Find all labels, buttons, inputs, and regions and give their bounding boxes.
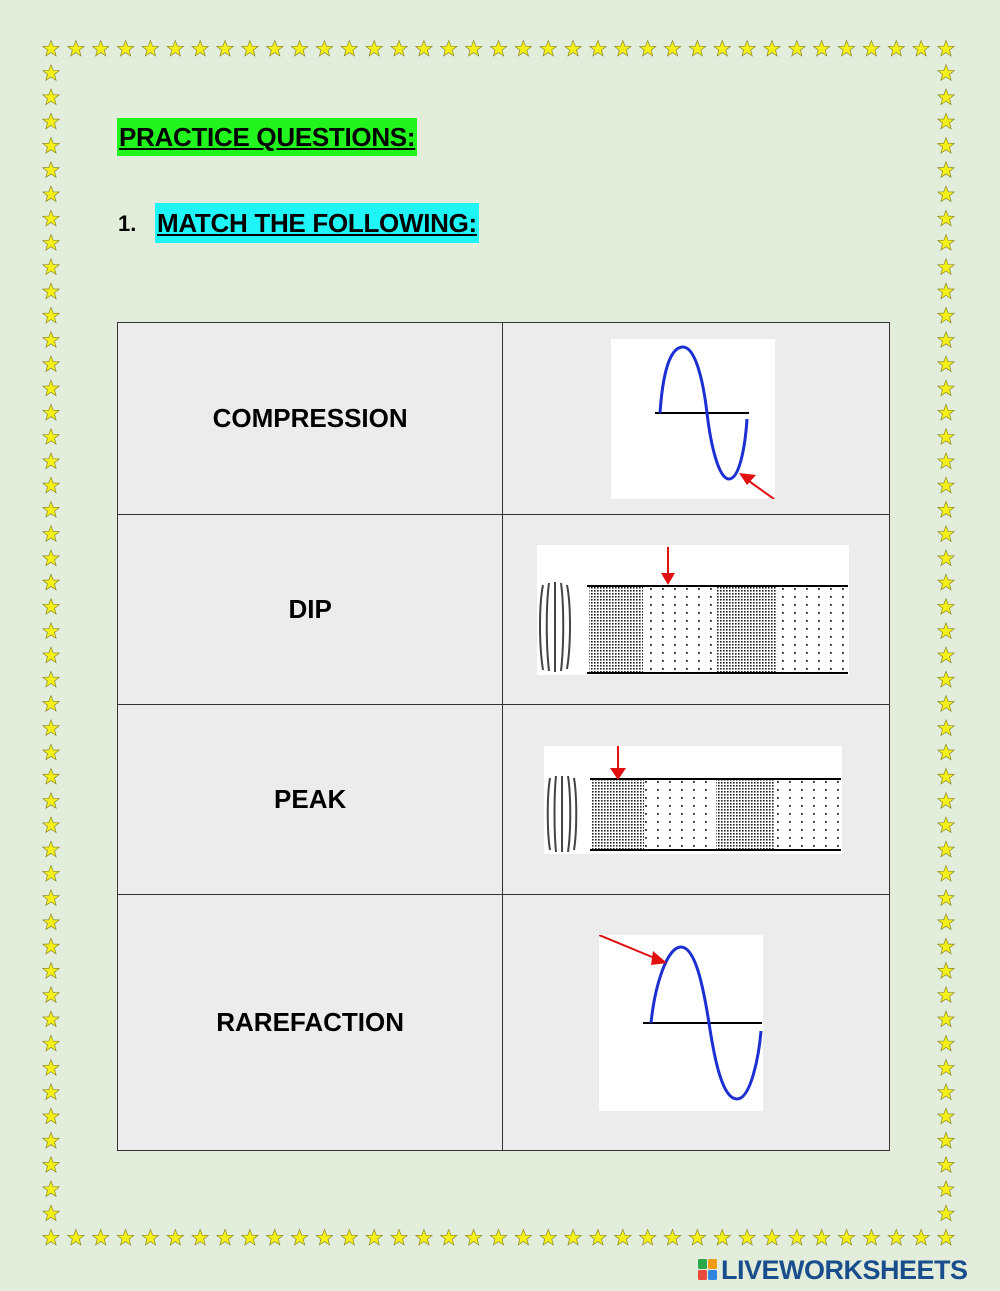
star-icon bbox=[913, 1230, 929, 1246]
star-icon bbox=[43, 647, 59, 663]
star-icon bbox=[167, 41, 183, 57]
star-icon bbox=[43, 1181, 59, 1197]
star-icon bbox=[565, 1230, 581, 1246]
star-icon bbox=[43, 453, 59, 469]
star-icon bbox=[938, 696, 954, 712]
star-icon bbox=[490, 41, 506, 57]
star-icon bbox=[465, 1230, 481, 1246]
star-icon bbox=[43, 744, 59, 760]
star-icon bbox=[93, 1230, 109, 1246]
match-table bbox=[117, 322, 890, 1151]
star-icon bbox=[43, 235, 59, 251]
star-icon bbox=[938, 963, 954, 979]
star-icon bbox=[43, 259, 59, 275]
star-icon bbox=[813, 1230, 829, 1246]
star-icon bbox=[938, 987, 954, 1003]
star-icon bbox=[938, 477, 954, 493]
star-icon bbox=[938, 283, 954, 299]
star-icon bbox=[43, 210, 59, 226]
star-icon bbox=[43, 793, 59, 809]
star-icon bbox=[490, 1230, 506, 1246]
star-icon bbox=[515, 1230, 531, 1246]
star-icon bbox=[938, 793, 954, 809]
star-icon bbox=[764, 41, 780, 57]
image-cell[interactable] bbox=[503, 515, 890, 705]
image-cell[interactable] bbox=[503, 323, 890, 515]
star-icon bbox=[43, 186, 59, 202]
star-icon bbox=[43, 429, 59, 445]
star-icon bbox=[540, 41, 556, 57]
star-icon bbox=[68, 41, 84, 57]
star-icon bbox=[764, 1230, 780, 1246]
star-icon bbox=[565, 41, 581, 57]
star-icon bbox=[938, 841, 954, 857]
star-icon bbox=[43, 1060, 59, 1076]
star-icon bbox=[291, 1230, 307, 1246]
star-icon bbox=[43, 283, 59, 299]
star-icon bbox=[43, 963, 59, 979]
star-icon bbox=[938, 162, 954, 178]
star-icon bbox=[43, 671, 59, 687]
star-icon bbox=[43, 526, 59, 542]
star-icon bbox=[43, 890, 59, 906]
star-icon bbox=[639, 1230, 655, 1246]
star-icon bbox=[43, 817, 59, 833]
sine-wave-trough-image bbox=[611, 339, 775, 499]
star-icon bbox=[441, 1230, 457, 1246]
star-icon bbox=[938, 647, 954, 663]
star-icon bbox=[789, 1230, 805, 1246]
star-icon bbox=[938, 113, 954, 129]
star-icon bbox=[43, 866, 59, 882]
star-icon bbox=[838, 41, 854, 57]
star-icon bbox=[366, 1230, 382, 1246]
star-icon bbox=[863, 1230, 879, 1246]
star-icon bbox=[43, 502, 59, 517]
table-row bbox=[118, 323, 890, 515]
star-icon bbox=[938, 1084, 954, 1100]
star-icon bbox=[416, 41, 432, 57]
star-icon bbox=[938, 720, 954, 736]
star-icon bbox=[43, 477, 59, 493]
star-icon bbox=[615, 41, 631, 57]
star-icon bbox=[938, 599, 954, 615]
star-icon bbox=[590, 41, 606, 57]
star-icon bbox=[267, 41, 283, 57]
star-icon bbox=[366, 41, 382, 57]
star-icon bbox=[938, 550, 954, 566]
star-icon bbox=[938, 526, 954, 542]
star-icon bbox=[43, 938, 59, 954]
star-icon bbox=[43, 356, 59, 372]
star-icon bbox=[316, 1230, 332, 1246]
star-icon bbox=[888, 41, 904, 57]
star-icon bbox=[43, 1132, 59, 1148]
term-cell[interactable]: PEAK bbox=[118, 705, 503, 895]
star-icon bbox=[43, 307, 59, 323]
star-icon bbox=[938, 380, 954, 396]
star-icon bbox=[341, 41, 357, 57]
star-icon bbox=[938, 404, 954, 420]
star-icon bbox=[938, 453, 954, 469]
question-title: MATCH THE FOLLOWING: bbox=[155, 203, 479, 243]
star-icon bbox=[664, 1230, 680, 1246]
star-icon bbox=[217, 41, 233, 57]
star-icon bbox=[938, 1108, 954, 1124]
star-icon bbox=[43, 1108, 59, 1124]
star-icon bbox=[43, 696, 59, 712]
star-icon bbox=[93, 41, 109, 57]
star-icon bbox=[192, 41, 208, 57]
star-icon bbox=[938, 914, 954, 930]
star-icon bbox=[639, 41, 655, 57]
star-icon bbox=[43, 1011, 59, 1027]
star-icon bbox=[43, 332, 59, 348]
star-icon bbox=[43, 574, 59, 590]
star-icon bbox=[43, 1205, 59, 1221]
star-icon bbox=[43, 380, 59, 396]
star-icon bbox=[938, 890, 954, 906]
star-icon bbox=[938, 574, 954, 590]
star-icon bbox=[43, 623, 59, 639]
liveworksheets-logo bbox=[698, 1255, 968, 1285]
star-icon bbox=[43, 1035, 59, 1051]
star-icon bbox=[43, 768, 59, 784]
star-icon bbox=[43, 1157, 59, 1173]
star-icon bbox=[938, 1035, 954, 1051]
star-icon bbox=[689, 41, 705, 57]
star-icon bbox=[43, 987, 59, 1003]
star-icon bbox=[938, 429, 954, 445]
term-cell[interactable]: DIP bbox=[118, 515, 503, 705]
star-icon bbox=[938, 744, 954, 760]
star-icon bbox=[938, 817, 954, 833]
star-icon bbox=[167, 1230, 183, 1246]
star-icon bbox=[43, 404, 59, 420]
star-icon bbox=[43, 65, 59, 81]
star-icon bbox=[938, 768, 954, 784]
star-icon bbox=[938, 186, 954, 202]
star-icon bbox=[117, 1230, 133, 1246]
table-row bbox=[118, 895, 890, 1151]
star-icon bbox=[938, 1060, 954, 1076]
star-icon bbox=[117, 41, 133, 57]
longitudinal-wave-rarefaction-image bbox=[537, 545, 849, 675]
star-icon bbox=[142, 41, 158, 57]
star-icon bbox=[391, 1230, 407, 1246]
star-icon bbox=[515, 41, 531, 57]
star-icon bbox=[43, 89, 59, 105]
star-icon bbox=[938, 210, 954, 226]
star-icon bbox=[43, 41, 59, 57]
star-icon bbox=[938, 356, 954, 372]
star-icon bbox=[938, 1132, 954, 1148]
star-icon bbox=[714, 1230, 730, 1246]
star-icon bbox=[43, 841, 59, 857]
star-icon bbox=[43, 1084, 59, 1100]
star-icon bbox=[938, 1157, 954, 1173]
star-icon bbox=[142, 1230, 158, 1246]
star-icon bbox=[913, 41, 929, 57]
star-icon bbox=[863, 41, 879, 57]
star-icon bbox=[938, 138, 954, 154]
longitudinal-wave-compression-image bbox=[544, 746, 842, 854]
table-row bbox=[118, 705, 890, 895]
star-icon bbox=[43, 550, 59, 566]
star-icon bbox=[316, 41, 332, 57]
star-icon bbox=[664, 41, 680, 57]
term-cell[interactable]: COMPRESSION bbox=[118, 323, 503, 515]
star-icon bbox=[590, 1230, 606, 1246]
star-icon bbox=[938, 65, 954, 81]
star-icon bbox=[441, 41, 457, 57]
brand-name: LIVEWORKSHEETS bbox=[721, 1254, 968, 1285]
star-icon bbox=[416, 1230, 432, 1246]
star-icon bbox=[938, 41, 954, 57]
star-icon bbox=[43, 113, 59, 129]
star-icon bbox=[540, 1230, 556, 1246]
star-icon bbox=[938, 89, 954, 105]
star-icon bbox=[242, 1230, 258, 1246]
image-cell[interactable] bbox=[503, 895, 890, 1151]
star-icon bbox=[68, 1230, 84, 1246]
star-icon bbox=[938, 235, 954, 251]
sine-wave-crest-image bbox=[599, 935, 763, 1111]
star-icon bbox=[391, 41, 407, 57]
star-icon bbox=[813, 41, 829, 57]
liveworksheets-logo-icon bbox=[698, 1259, 718, 1281]
term-cell[interactable]: RAREFACTION bbox=[118, 895, 503, 1151]
image-cell[interactable] bbox=[503, 705, 890, 895]
star-icon bbox=[217, 1230, 233, 1246]
star-icon bbox=[938, 938, 954, 954]
star-icon bbox=[43, 914, 59, 930]
star-icon bbox=[938, 1205, 954, 1221]
star-icon bbox=[714, 41, 730, 57]
star-icon bbox=[43, 720, 59, 736]
page-heading: PRACTICE QUESTIONS: bbox=[117, 118, 417, 156]
question-number: 1. bbox=[118, 211, 137, 236]
star-icon bbox=[291, 41, 307, 57]
star-icon bbox=[938, 671, 954, 687]
star-icon bbox=[838, 1230, 854, 1246]
star-icon bbox=[689, 1230, 705, 1246]
star-icon bbox=[789, 41, 805, 57]
star-icon bbox=[938, 1011, 954, 1027]
star-icon bbox=[43, 138, 59, 154]
star-icon bbox=[938, 307, 954, 323]
table-row bbox=[118, 515, 890, 705]
star-icon bbox=[43, 162, 59, 178]
star-icon bbox=[938, 1230, 954, 1246]
star-icon bbox=[739, 41, 755, 57]
star-icon bbox=[938, 623, 954, 639]
star-icon bbox=[938, 866, 954, 882]
star-icon bbox=[938, 332, 954, 348]
star-icon bbox=[888, 1230, 904, 1246]
star-icon bbox=[43, 599, 59, 615]
star-icon bbox=[615, 1230, 631, 1246]
star-icon bbox=[938, 1181, 954, 1197]
star-icon bbox=[739, 1230, 755, 1246]
star-icon bbox=[267, 1230, 283, 1246]
star-icon bbox=[43, 1230, 59, 1246]
star-icon bbox=[192, 1230, 208, 1246]
star-icon bbox=[938, 502, 954, 517]
star-icon bbox=[341, 1230, 357, 1246]
star-icon bbox=[242, 41, 258, 57]
star-icon bbox=[465, 41, 481, 57]
star-icon bbox=[938, 259, 954, 275]
